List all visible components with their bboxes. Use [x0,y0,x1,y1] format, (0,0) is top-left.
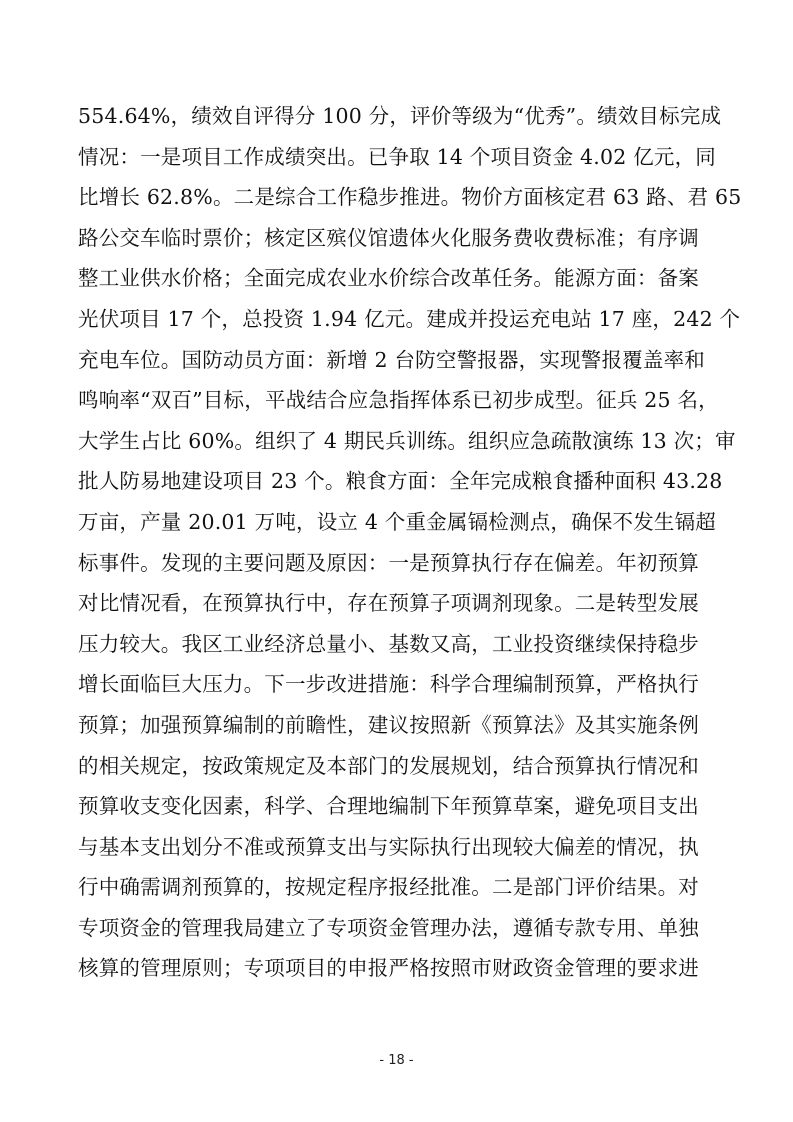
text-line: 比增长 62.8%。二是综合工作稳步推进。物价方面核定君 63 路、君 65 [78,185,742,210]
text-line: 预算；加强预算编制的前瞻性，建议按照新《预算法》及其实施条例 [78,712,699,737]
text-line: 情况：一是项目工作成绩突出。已争取 14 个项目资金 4.02 亿元，同 [78,144,716,169]
text-line: 光伏项目 17 个，总投资 1.94 亿元。建成并投运充电站 17 座，242 个 [78,306,741,331]
text-line: 的相关规定，按政策规定及本部门的发展规划，结合预算执行情况和 [78,753,699,778]
text-line: 大学生占比 60%。组织了 4 期民兵训练。组织应急疏散演练 13 次；审 [78,428,736,453]
body-text [78,96,742,989]
text-line: 压力较大。我区工业经济总量小、基数又高，工业投资继续保持稳步 [78,631,699,656]
text-line: 整工业供水价格；全面完成农业水价综合改革任务。能源方面：备案 [78,266,699,291]
text-line: 行中确需调剂预算的，按规定程序报经批准。二是部门评价结果。对 [78,875,699,900]
text-line: 路公交车临时票价；核定区殡仪馆遗体火化服务费收费标准；有序调 [78,225,699,250]
text-line: 554.64%，绩效自评得分 100 分，评价等级为“优秀”。绩效目标完成 [78,104,722,128]
text-line: 鸣响率“双百”目标，平战结合应急指挥体系已初步成型。征兵 25 名， [78,388,719,413]
text-line: 增长面临巨大压力。下一步改进措施：科学合理编制预算，严格执行 [78,672,699,697]
text-line: 充电车位。国防动员方面：新增 2 台防空警报器，实现警报覆盖率和 [78,347,705,372]
text-line: 预算收支变化因素，科学、合理地编制下年预算草案，避免项目支出 [78,794,699,819]
page-number: - 18 - [379,1053,414,1068]
text-line: 批人防易地建设项目 23 个。粮食方面：全年完成粮食播种面积 43.28 [78,469,723,494]
text-line: 与基本支出划分不准或预算支出与实际执行出现较大偏差的情况，执 [78,834,699,859]
text-line: 对比情况看，在预算执行中，存在预算子项调剂现象。二是转型发展 [78,591,699,616]
text-line: 核算的管理原则；专项项目的申报严格按照市财政资金管理的要求进 [78,956,699,981]
text-line: 标事件。发现的主要问题及原因：一是预算执行存在偏差。年初预算 [78,550,699,575]
text-line: 专项资金的管理我局建立了专项资金管理办法，遵循专款专用、单独 [78,915,699,940]
text-line: 万亩，产量 20.01 万吨，设立 4 个重金属镉检测点，确保不发生镉超 [78,509,716,534]
